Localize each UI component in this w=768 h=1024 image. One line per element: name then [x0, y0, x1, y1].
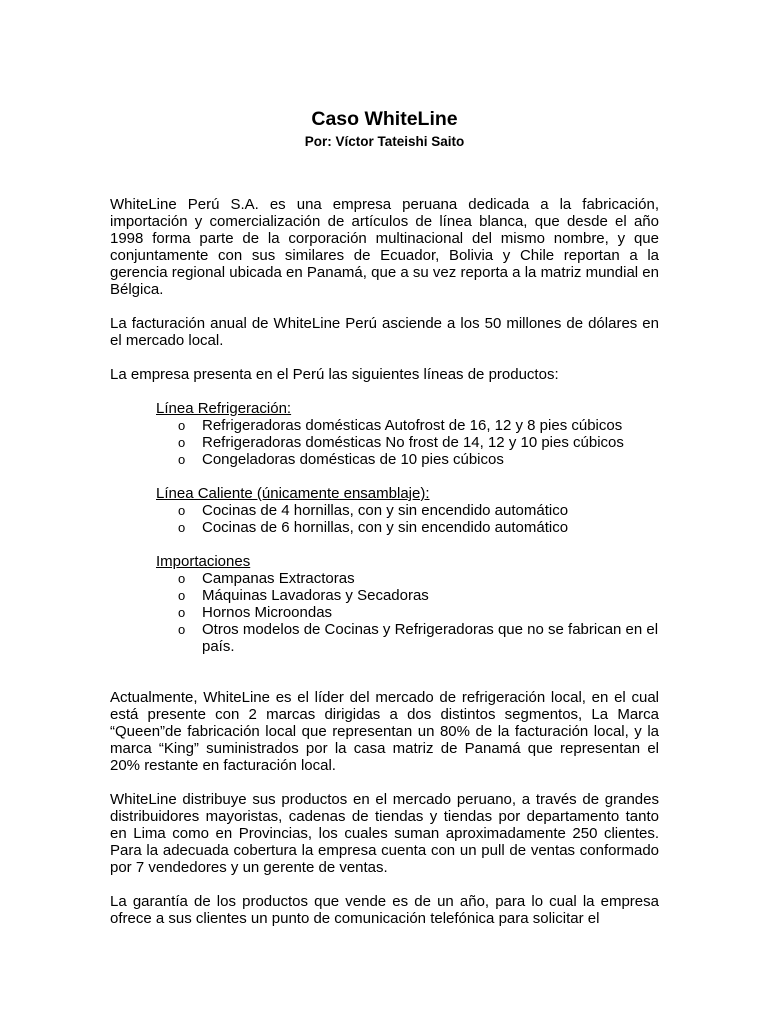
paragraph-warranty: La garantía de los productos que vende es de un año, para lo cual la empresa ofrece a sus clientes un punto de comunicación telefónica para solicitar el [110, 893, 659, 927]
product-line-refrigeration [156, 400, 659, 468]
bullet-icon: o [178, 605, 186, 620]
product-line-imports [156, 553, 659, 655]
section-title: Línea Caliente (únicamente ensamblaje): [156, 485, 430, 502]
list-item-text: Cocinas de 4 hornillas, con y sin encendido automático [202, 502, 569, 519]
paragraph-intro: WhiteLine Perú S.A. es una empresa peruana dedicada a la fabricación, importación y comercialización de artículos de línea blanca, que desde el año 1998 forma parte de la corporación multinacional del mismo nombre, y que conjuntamente con sus similares de Ecuador, Bolivia y Chile reportan a la gerencia regional ubicada en Panamá, que a su vez reporta a la matriz mundial en Bélgica. [110, 196, 659, 298]
list-item-text: Refrigeradoras domésticas Autofrost de 16, 12 y 8 pies cúbicos [202, 417, 623, 434]
list-item-text: Máquinas Lavadoras y Secadoras [202, 587, 429, 604]
paragraph-product-lines-intro: La empresa presenta en el Perú las siguientes líneas de productos: [110, 366, 559, 383]
product-line-hot [156, 485, 659, 536]
document-title: Caso WhiteLine [311, 108, 458, 130]
paragraph-distribution: WhiteLine distribuye sus productos en el mercado peruano, a través de grandes distribuidores mayoristas, cadenas de tiendas y tiendas por departamento tanto en Lima como en Provincias, los cuales suman aproximadamente 250 clientes. Para la adecuada cobertura la empresa cuenta con un pull de ventas conformado por 7 vendedores y un gerente de ventas. [110, 791, 659, 876]
bullet-icon: o [178, 452, 186, 467]
list-item [156, 587, 659, 604]
section-title: Importaciones [156, 553, 251, 570]
bullet-icon: o [178, 622, 186, 637]
list-item [156, 604, 659, 621]
bullet-icon: o [178, 503, 186, 518]
document-author: Por: Víctor Tateishi Saito [304, 134, 465, 149]
bullet-icon: o [178, 418, 186, 433]
bullet-icon: o [178, 571, 186, 586]
list-item [156, 434, 659, 451]
list-item-text: Congeladoras domésticas de 10 pies cúbicos [202, 451, 504, 468]
list-item [156, 519, 659, 536]
list-item-text: Refrigeradoras domésticas No frost de 14, 12 y 10 pies cúbicos [202, 434, 624, 451]
bullet-list [156, 502, 659, 536]
list-item [156, 417, 659, 434]
section-title: Línea Refrigeración: [156, 400, 292, 417]
list-item-text: Cocinas de 6 hornillas, con y sin encendido automático [202, 519, 569, 536]
bullet-list [156, 570, 659, 655]
list-item [156, 621, 659, 655]
list-item [156, 570, 659, 587]
list-item-text: Campanas Extractoras [202, 570, 355, 587]
paragraph-market-leadership: Actualmente, WhiteLine es el líder del mercado de refrigeración local, en el cual está presente con 2 marcas dirigidas a dos distintos segmentos, La Marca “Queen”de fabricación local que representan un 80% de la facturación local, y la marca “King” suministrados por la casa matriz de Panamá que representan el 20% restante en facturación local. [110, 689, 659, 774]
bullet-list [156, 417, 659, 468]
list-item [156, 451, 659, 468]
paragraph-revenue: La facturación anual de WhiteLine Perú asciende a los 50 millones de dólares en el mercado local. [110, 315, 659, 349]
list-item [156, 502, 659, 519]
bullet-icon: o [178, 588, 186, 603]
document-page [110, 108, 659, 927]
bullet-icon: o [178, 520, 186, 535]
list-item-text: Otros modelos de Cocinas y Refrigeradoras que no se fabrican en el país. [202, 621, 659, 655]
list-item-text: Hornos Microondas [202, 604, 333, 621]
bullet-icon: o [178, 435, 186, 450]
